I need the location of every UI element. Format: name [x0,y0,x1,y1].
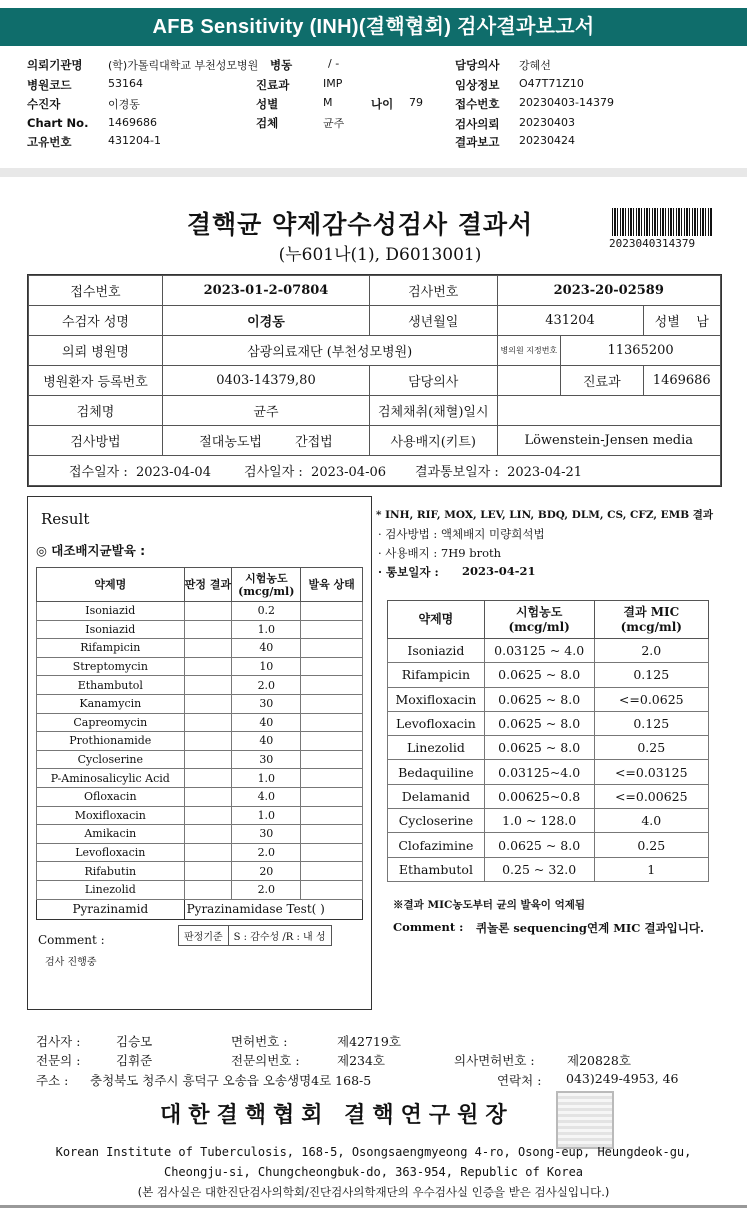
judge-result [184,787,232,806]
info-label: 검체명 [29,396,163,426]
test-concentration: 20 [232,862,301,881]
drug-name: Streptomycin [37,657,185,676]
info-receipt-no: 2023-01-2-07804 [162,276,369,306]
mic-test-concentration: 0.0625 ~ 8.0 [484,687,594,711]
test-concentration: 40 [232,732,301,751]
growth-status [301,843,363,862]
growth-status [301,602,363,621]
table-row [37,732,363,751]
header-label-clinical-info: 임상정보 [455,78,500,92]
mic-drug-name: Moxifloxacin [388,687,485,711]
result-comment-label: Comment : [38,933,105,947]
header-value-hospital-code: 53164 [108,77,143,90]
pyrazinamidase-test: Pyrazinamidase Test( ) [184,899,362,919]
mic-medium: · 사용배지 : 7H9 broth [378,546,502,560]
judge-result [184,880,232,899]
test-concentration: 40 [232,639,301,658]
info-label: 검사방법 [29,426,163,456]
mic-drug-name: Delamanid [388,784,485,808]
mic-result: <=0.00625 [594,784,708,808]
mic-result: 2.0 [594,639,708,663]
header-value-age: 79 [409,96,423,109]
mic-test-concentration: 0.0625 ~ 8.0 [484,663,594,687]
bottom-border [0,1205,747,1208]
info-label: 수검자 성명 [29,306,163,336]
column-header: 결과 MIC (mcg/ml) [594,601,708,639]
test-concentration: 2.0 [232,880,301,899]
growth-status [301,880,363,899]
info-test-no: 2023-20-02589 [497,276,720,306]
mic-result-table [387,600,709,882]
mic-drug-name: Isoniazid [388,639,485,663]
footer-specialist-label: 전문의 : [36,1053,81,1068]
growth-status [301,694,363,713]
certification-note: (본 검사실은 대한진단검사의학회/진단검사의학재단의 우수검사실 인증을 받은 검사실입니다.) [137,1185,610,1199]
mic-result: 4.0 [594,809,708,833]
info-hospital: 삼광의료재단 (부천성모병원) [162,336,497,366]
growth-status [301,639,363,658]
header-value-dept: IMP [323,77,343,90]
mic-drug-name: Levofloxacin [388,711,485,735]
header-value-clinical-info: O47T71Z10 [519,77,584,90]
judge-result [184,862,232,881]
test-concentration: 30 [232,825,301,844]
footer-contact: 043)249-4953, 46 [566,1071,679,1086]
info-method [162,426,369,456]
mic-result: 0.25 [594,736,708,760]
column-header: 판정 결과 [184,568,232,602]
table-row [388,711,709,735]
growth-status [301,825,363,844]
barcode-icon [612,208,712,236]
test-concentration: 2.0 [232,676,301,695]
column-header: 시험농도 (mcg/ml) [484,601,594,639]
address-english-2: Cheongju-si, Chungcheongbuk-do, 363-954, Republic of Korea [163,1165,584,1179]
mic-test-concentration: 0.0625 ~ 8.0 [484,736,594,760]
table-row [37,787,363,806]
drug-name: Cycloserine [37,750,185,769]
judge-result [184,732,232,751]
mic-method: · 검사방법 : 액체배지 미량희석법 [378,527,545,541]
mic-drug-name: Bedaquiline [388,760,485,784]
column-header: 약제명 [388,601,485,639]
info-label: 병의원 지정번호 [497,336,561,366]
judge-result [184,806,232,825]
drug-susceptibility-table [36,567,363,920]
info-receipt-date: 2023-04-04 [136,465,211,480]
info-label: 병원환자 등록번호 [29,366,163,396]
info-method-1: 절대농도법 [199,435,262,450]
criteria-value: S : 감수성 /R : 내 성 [233,932,326,943]
table-row [37,676,363,695]
mic-test-concentration: 0.03125~4.0 [484,760,594,784]
header-label-specimen: 검체 [256,116,279,130]
mic-drug-name: Linezolid [388,736,485,760]
judge-result [184,639,232,658]
mic-result: <=0.03125 [594,760,708,784]
test-concentration: 1.0 [232,620,301,639]
table-row [37,602,363,621]
table-row [388,784,709,808]
info-label: 의뢰 병원명 [29,336,163,366]
growth-status [301,769,363,788]
column-header: 약제명 [37,568,185,602]
growth-status [301,732,363,751]
report-title-bar [0,8,747,46]
footer-spec-no: 제234호 [337,1053,386,1068]
growth-status [301,862,363,881]
header-label-hospital-code: 병원코드 [27,78,72,92]
criteria-label: 판정기준 [179,926,229,945]
info-label: 검체채취(채혈)일시 [369,396,497,426]
test-concentration: 40 [232,713,301,732]
table-row [388,687,709,711]
header-label-doctor: 담당의사 [455,58,500,72]
mic-result: 0.125 [594,711,708,735]
table-row [37,750,363,769]
drug-name: Ethambutol [37,676,185,695]
drug-name: Levofloxacin [37,843,185,862]
table-row [388,833,709,857]
info-method-2: 간접법 [295,435,333,450]
mic-notify-label: · 통보일자 : [378,565,439,579]
drug-name: Capreomycin [37,713,185,732]
header-value-unique-no: 431204-1 [108,134,161,147]
info-notify-date: 2023-04-21 [507,465,583,480]
mic-result: 0.125 [594,663,708,687]
mic-comment-label: Comment : [393,920,464,934]
footer-license-label: 면허번호 : [231,1034,288,1049]
info-label: 담당의사 [369,366,497,396]
patient-info-table [27,274,722,487]
header-label-unique-no: 고유번호 [27,135,72,149]
result-comment-value: 검사 진행중 [45,957,97,968]
table-row [37,769,363,788]
table-row [37,639,363,658]
info-label: 검사일자 : [244,465,303,480]
test-concentration: 10 [232,657,301,676]
table-row [388,809,709,833]
mic-test-concentration: 0.00625~0.8 [484,784,594,808]
table-row [37,806,363,825]
mic-result: 1 [594,857,708,881]
header-value-sex: M [323,96,333,109]
table-row [37,862,363,881]
barcode-number: 2023040314379 [609,237,696,250]
drug-name: Ofloxacin [37,787,185,806]
info-hospital-code: 11365200 [561,336,721,366]
info-dept: 1469686 [643,366,720,396]
info-specimen: 균주 [162,396,369,426]
address-english-1: Korean Institute of Tuberculosis, 168-5, Osongsaengmyeong 4-ro, Osong-eup, Heungdeok-gu, [55,1145,692,1159]
header-label-hospital: 의뢰기관명 [27,58,83,72]
column-header: 시험농도 (mcg/ml) [232,568,301,602]
info-patient-reg: 0403-14379,80 [162,366,369,396]
info-label: 접수번호 [29,276,163,306]
footer-license: 제42719호 [337,1034,401,1049]
drug-name: P-Aminosalicylic Acid [37,769,185,788]
growth-status [301,806,363,825]
mic-test-concentration: 1.0 ~ 128.0 [484,809,594,833]
header-value-report-date: 20230424 [519,134,575,147]
table-row [388,663,709,687]
header-label-sex: 성별 [256,97,279,111]
section-separator [0,168,747,177]
judge-result [184,750,232,769]
footer-spec-no-label: 전문의번호 : [231,1053,300,1068]
header-value-receipt-no: 20230403-14379 [519,96,614,109]
header-value-specimen: 균주 [323,117,345,130]
header-value-doctor: 강혜선 [519,59,551,72]
info-label: 접수일자 : [69,465,128,480]
growth-status [301,676,363,695]
table-row [388,639,709,663]
mic-drug-name: Ethambutol [388,857,485,881]
footer-address: 충청북도 청주시 흥덕구 오송읍 오송생명4로 168-5 [90,1073,372,1088]
judge-result [184,713,232,732]
table-row [388,760,709,784]
drug-name: Amikacin [37,825,185,844]
pyrazinamide-name: Pyrazinamid [37,899,185,919]
document-subtitle: (누601나(1), D6013001) [278,245,482,265]
drug-name: Rifabutin [37,862,185,881]
test-concentration: 30 [232,750,301,769]
table-row [37,657,363,676]
header-value-hospital: (학)가톨릭대학교 부천성모병원 [108,59,259,72]
table-row [388,736,709,760]
test-concentration: 2.0 [232,843,301,862]
footer-specialist: 김휘준 [116,1053,153,1068]
header-value-ward: / - [328,57,340,70]
header-label-chart: Chart No. [27,116,89,130]
header-value-request-date: 20230403 [519,116,575,129]
info-label: 생년월일 [369,306,497,336]
test-concentration: 1.0 [232,806,301,825]
judge-result [184,843,232,862]
growth-status [301,713,363,732]
drug-name: Linezolid [37,880,185,899]
mic-test-concentration: 0.03125 ~ 4.0 [484,639,594,663]
mic-notify-date: 2023-04-21 [462,564,536,578]
growth-status [301,657,363,676]
footer-tester-label: 검사자 : [36,1034,81,1049]
result-title: Result [41,510,90,528]
header-value-patient: 이경동 [108,98,140,111]
header-label-request-date: 검사의뢰 [455,117,500,131]
table-row [37,880,363,899]
mic-drug-name: Clofazimine [388,833,485,857]
drug-name: Isoniazid [37,602,185,621]
document-title: 결핵균 약제감수성검사 결과서 [186,210,534,239]
table-row [37,694,363,713]
mic-drug-list: * INH, RIF, MOX, LEV, LIN, BDQ, DLM, CS, CFZ, EMB 결과 [376,509,714,521]
judge-result [184,676,232,695]
info-label: 성별 [654,315,680,330]
judge-result [184,657,232,676]
header-value-chart: 1469686 [108,116,157,129]
info-label: 검사번호 [369,276,497,306]
footer-doctor-license-label: 의사면허번호 : [454,1053,535,1068]
control-growth-label: ◎ 대조배지균발육 : [36,543,146,558]
test-concentration: 30 [232,694,301,713]
footer-contact-label: 연락처 : [497,1073,542,1088]
mic-test-concentration: 0.0625 ~ 8.0 [484,711,594,735]
info-label: 사용배지(키트) [369,426,497,456]
header-label-report-date: 결과보고 [455,135,500,149]
info-label: 결과통보일자 : [414,465,499,480]
header-label-dept: 진료과 [256,78,290,92]
mic-result: <=0.0625 [594,687,708,711]
test-concentration: 4.0 [232,787,301,806]
judge-result [184,602,232,621]
mic-note: ※결과 MIC농도부터 균의 발육이 억제됨 [393,899,586,911]
test-concentration: 0.2 [232,602,301,621]
drug-name: Moxifloxacin [37,806,185,825]
drug-name: Prothionamide [37,732,185,751]
info-dates [29,456,721,486]
growth-status [301,620,363,639]
judge-result [184,620,232,639]
column-header: 발육 상태 [301,568,363,602]
info-dob: 431204 [497,306,643,336]
mic-test-concentration: 0.25 ~ 32.0 [484,857,594,881]
table-row [37,713,363,732]
mic-drug-name: Cycloserine [388,809,485,833]
table-row [388,857,709,881]
footer-address-label: 주소 : [36,1073,69,1088]
header-label-patient: 수진자 [27,97,61,111]
table-row [37,620,363,639]
judge-result [184,694,232,713]
drug-name: Rifampicin [37,639,185,658]
info-sex-cell [643,306,720,336]
header-label-age: 나이 [371,97,394,111]
info-collect [497,396,720,426]
table-row [37,843,363,862]
header-label-receipt-no: 접수번호 [455,97,500,111]
info-kit: Löwenstein-Jensen media [497,426,720,456]
mic-comment: 퀴놀론 sequencing연계 MIC 결과입니다. [476,921,705,935]
growth-status [301,787,363,806]
info-label: 진료과 [561,366,643,396]
info-test-date: 2023-04-06 [311,465,386,480]
header-label-ward: 병동 [270,58,293,72]
judge-result [184,769,232,788]
institute-name-korean: 대한결핵협회 결핵연구원장 [160,1102,514,1128]
judge-result [184,825,232,844]
report-title: AFB Sensitivity (INH)(결핵협회) 검사결과보고서 [152,16,595,38]
judgement-criteria [178,925,332,946]
table-row [37,825,363,844]
result-panel [27,496,372,1010]
info-doctor [497,366,561,396]
drug-name: Kanamycin [37,694,185,713]
drug-name: Isoniazid [37,620,185,639]
mic-drug-name: Rifampicin [388,663,485,687]
growth-status [301,750,363,769]
info-name: 이경동 [162,306,369,336]
mic-test-concentration: 0.0625 ~ 8.0 [484,833,594,857]
footer-doctor-license: 제20828호 [567,1053,631,1068]
mic-result: 0.25 [594,833,708,857]
footer-tester: 김승모 [116,1034,153,1049]
official-seal-icon [556,1091,614,1149]
info-sex: 남 [696,315,709,330]
test-concentration: 1.0 [232,769,301,788]
